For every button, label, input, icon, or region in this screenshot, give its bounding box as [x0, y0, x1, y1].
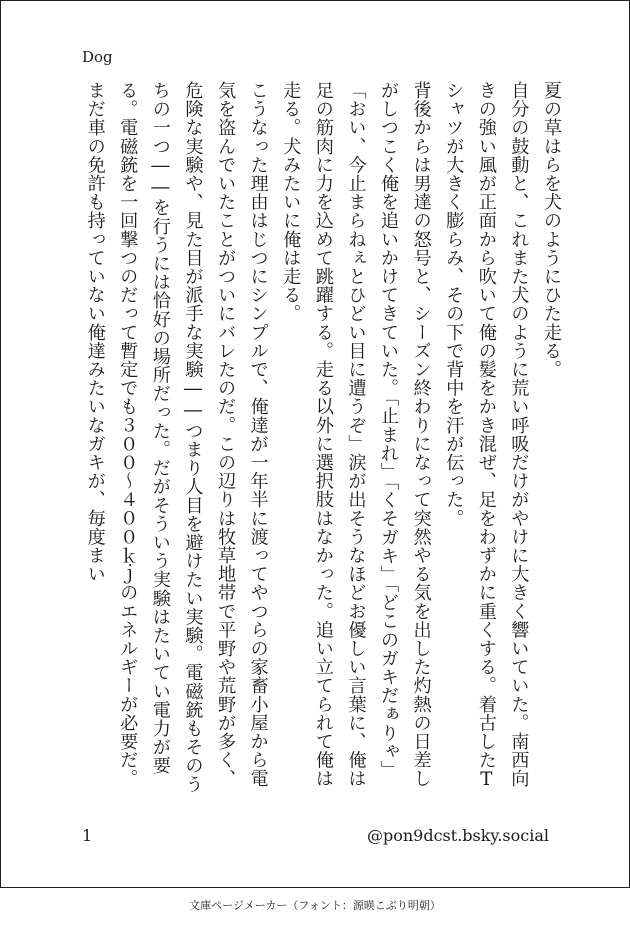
author-handle: @pon9dcst.bsky.social	[366, 826, 549, 845]
paragraph-4: こうなった理由はじつにシンプルで、俺達が一年半に渡ってやつらの家畜小屋から電気を盗んでいたことがついにバレたのだ。この辺りは牧草地帯で平野や荒野が多く、危険な実験や、見た目が派手な実験――つまり人目を避けたい実験。電磁銃もそのうちの一つ――を行うには恰好の場所だった。だがそういう実験はたいてい電力が要る。電磁銃を一回撃つのだって暫定でも３００～４００ｋｊのエネルギーが必要だ。まだ車の免許も持っていない俺達みたいなガキが、毎度まい	[84, 81, 269, 794]
page-title: Dog	[82, 48, 113, 66]
paragraph-3: 背後からは男達の怒号と、シーズン終わりになって突然やる気を出した灼熱の日差しがしつこく俺を追いかけてきていた。「止まれ」「くそガキ」「どこのガキだぁりゃ」「おい、今止まらねぇとひどい目に遭うぞ」涙が出そうなほどお優しい言葉に、俺は足の筋肉に力を込めて跳躍する。走る以外に選択肢はなかった。追い立てられて俺は走る。犬みたいに俺は走る。	[280, 81, 432, 788]
paragraph-2: 自分の鼓動と、これまた犬のように荒い呼吸だけがやけに大きく響いていた。南西向きの強い風が正面から吹いて俺の髪をかき混ぜ、足をわずかに重くする。着古したTシャツが大きく膨らみ、その下で背中を汗が伝った。	[443, 81, 530, 791]
paragraph-1: 夏の草はらを犬のようにひた走る。	[541, 81, 562, 379]
page-number: 1	[82, 826, 93, 845]
vertical-body-text	[75, 81, 567, 801]
generator-caption: 文庫ページメーカー（フォント：源暎こぶり明朝）	[189, 899, 441, 912]
